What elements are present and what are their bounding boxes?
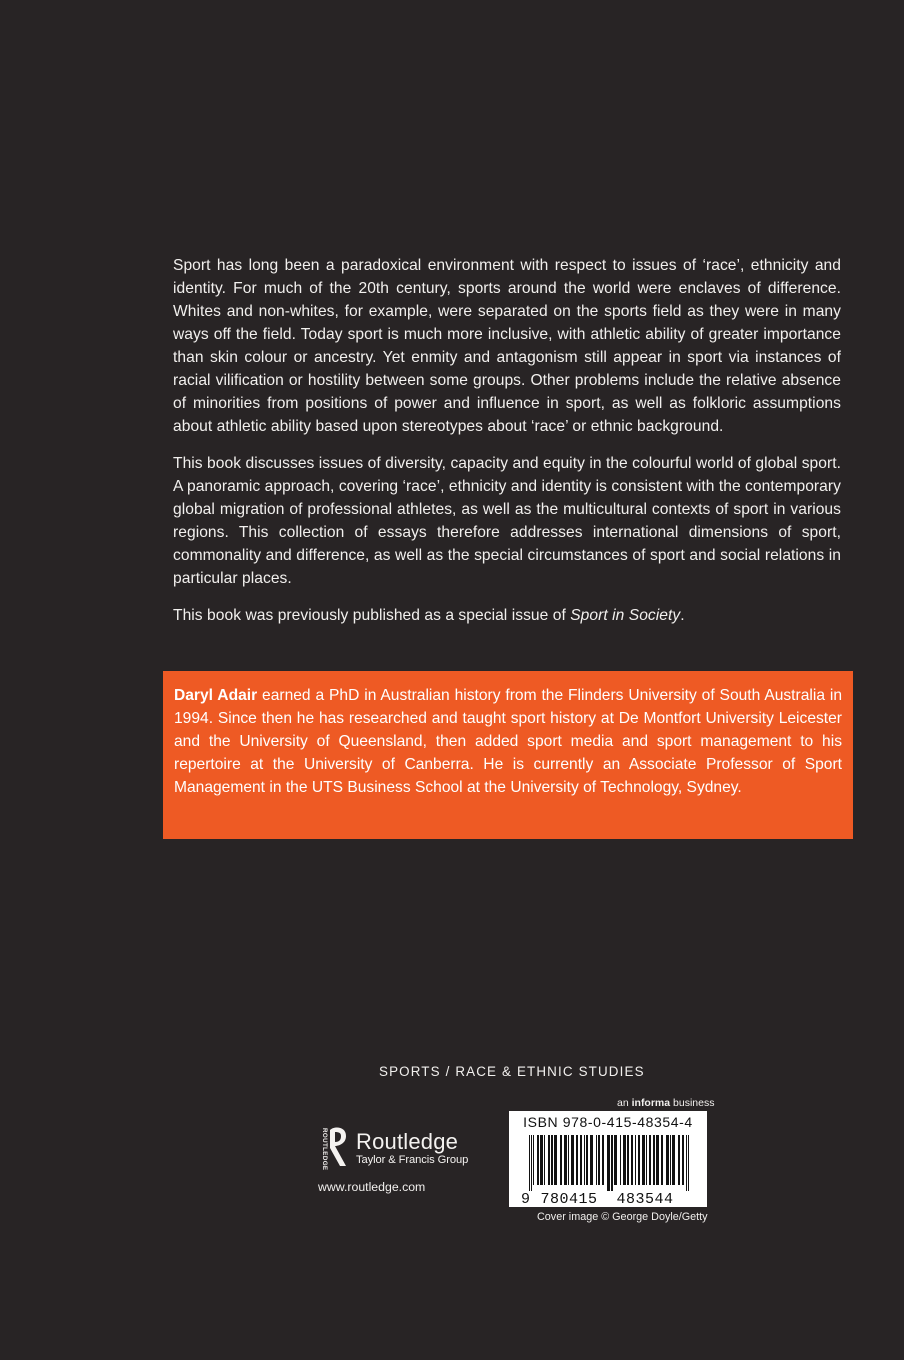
author-name: Daryl Adair xyxy=(174,687,258,704)
isbn-label: ISBN 978-0-415-48354-4 xyxy=(523,1114,693,1130)
description-paragraph-2: This book discusses issues of diversity, capacity and equity in the colourful world of global sport. A panoramic approach, covering ‘race’, ethnicity and identity is consistent with the contemporary global migration of professional athletes, as well as the multicultural contexts of sport in various regions. This collection of essays therefore addresses international dimensions of sport, commonality and difference, as well as the special circumstances of sport and social relations in particular places. xyxy=(173,455,841,587)
barcode-bar xyxy=(596,1135,597,1185)
barcode-bar xyxy=(598,1135,600,1185)
barcode-bar xyxy=(688,1135,689,1191)
barcode-bar xyxy=(627,1135,629,1185)
barcode-bar xyxy=(653,1135,655,1185)
journal-title: Sport in Society xyxy=(570,607,681,624)
informa-brand: informa xyxy=(631,1097,671,1109)
cover-image-credit: Cover image © George Doyle/Getty xyxy=(537,1211,708,1223)
barcode-bar xyxy=(584,1135,585,1185)
barcode-bar xyxy=(586,1135,588,1185)
publisher-group: Taylor & Francis Group xyxy=(356,1154,469,1166)
barcode-bar xyxy=(642,1135,645,1185)
barcode-bar xyxy=(620,1135,621,1185)
period: . xyxy=(680,607,685,624)
barcode-bar xyxy=(631,1135,633,1185)
barcode-bar xyxy=(531,1135,532,1191)
barcode-bar xyxy=(666,1135,669,1185)
barcode-bar xyxy=(537,1135,539,1185)
book-description xyxy=(173,254,841,641)
barcode-right-digits: 483544 xyxy=(616,1191,674,1207)
barcode-bar xyxy=(661,1135,663,1185)
barcode-bar xyxy=(529,1135,530,1191)
barcode-bar xyxy=(576,1135,578,1185)
barcode-left-digits: 780415 xyxy=(540,1191,598,1207)
barcode-bar xyxy=(544,1135,545,1185)
barcode-bar xyxy=(646,1135,647,1185)
barcode-lead-digit: 9 xyxy=(521,1191,531,1207)
publisher-name: Routledge xyxy=(356,1129,459,1154)
author-bio-text: earned a PhD in Australian history from the Flinders University of South Australia in 1994. Since then he has researched and taught sport history at De Montfort University Leicester and the University of Queensland, then added sport media and sport management to his repertoire at the University of Canberra. He is currently an Associate Professor of Sport Management in the UTS Business School at the University of Technology, Sydney. xyxy=(174,687,842,796)
informa-tagline: an informa business xyxy=(617,1097,715,1109)
isbn-barcode xyxy=(509,1111,707,1207)
barcode-bar xyxy=(568,1135,569,1185)
routledge-vertical-mark: ROUTLEDGE xyxy=(321,1128,328,1171)
barcode-bar xyxy=(533,1135,534,1185)
routledge-logo xyxy=(316,1124,486,1184)
barcode-bar xyxy=(571,1135,574,1185)
author-bio-box xyxy=(163,671,853,839)
barcode-bar xyxy=(678,1135,680,1185)
barcode-graphic xyxy=(509,1111,707,1207)
barcode-bar xyxy=(607,1135,610,1191)
barcode-bar xyxy=(590,1135,593,1185)
routledge-emblem-icon xyxy=(316,1124,356,1184)
barcode-bar xyxy=(551,1135,553,1185)
barcode-bar xyxy=(635,1135,636,1185)
description-paragraph-3 xyxy=(173,604,841,627)
barcode-bar xyxy=(540,1135,543,1185)
barcode-bar xyxy=(554,1135,557,1185)
barcode-bar xyxy=(580,1135,582,1185)
barcode-bar xyxy=(672,1135,675,1185)
barcode-bar xyxy=(564,1135,567,1185)
barcode-bar xyxy=(682,1135,684,1185)
barcode-bar xyxy=(611,1135,613,1191)
barcode-bar xyxy=(548,1135,550,1185)
barcode-bar xyxy=(560,1135,562,1185)
barcode-bar xyxy=(623,1135,626,1185)
barcode-bar xyxy=(614,1135,617,1185)
barcode-bar xyxy=(656,1135,659,1185)
barcode-bar xyxy=(638,1135,640,1185)
barcode-bar xyxy=(649,1135,651,1185)
publisher-website[interactable]: www.routledge.com xyxy=(318,1180,426,1194)
subject-category: SPORTS / RACE & ETHNIC STUDIES xyxy=(379,1064,645,1079)
description-paragraph-1: Sport has long been a paradoxical environment with respect to issues of ‘race’, ethnicity and identity. For much of the 20th century, sports around the world were enclaves of difference. Whites and non-whites, for example, were separated on the sports field as they were in many ways off the field. Today sport is much more inclusive, with athletic ability of greater importance than skin colour or ancestry. Yet enmity and antagonism still appear in sport via instances of racial vilification or hostility between some groups. Other problems include the relative absence of minorities from positions of power and influence in sport, as well as folkloric assumptions about athletic ability based upon stereotypes about ‘race’ or ethnic background. xyxy=(173,257,841,435)
barcode-bar xyxy=(670,1135,671,1185)
barcode-bar xyxy=(686,1135,687,1191)
previous-publication-note: This book was previously published as a special issue of xyxy=(173,607,571,624)
barcode-bar xyxy=(602,1135,604,1185)
